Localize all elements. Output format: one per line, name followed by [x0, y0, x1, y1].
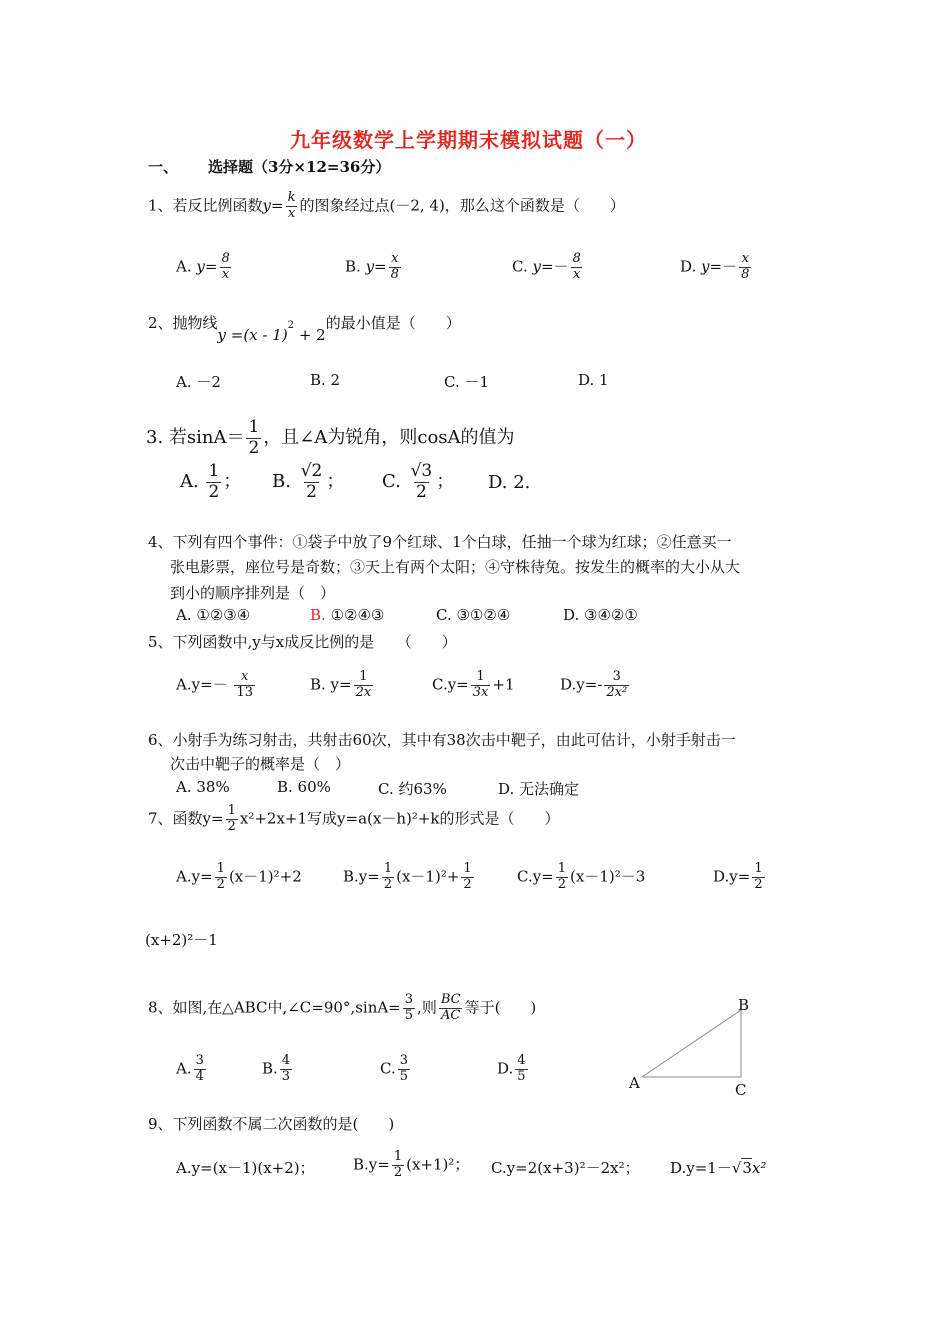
page-title: 九年级数学上学期期末模拟试题（一） — [290, 128, 647, 152]
q5-option-d: D.y=- $\frac{3}{\text{2x²}}$ — [560, 669, 628, 700]
q7-option-d-continued: (x+2)²－1 — [145, 931, 218, 949]
q4-option-a: A. ①②③④ — [176, 606, 251, 624]
q9-option-c: C.y=2(x+3)²－2x²； — [491, 1159, 640, 1177]
q3-option-c: C. $\frac{√3}{2}$ ； — [382, 461, 455, 502]
q3-option-a: A. $\frac{1}{2}$ ； — [180, 461, 242, 502]
question-5: 5、下列函数中,y与x成反比例的是 （ ） — [148, 633, 457, 651]
q9-option-b: B.y= $\frac{1}{2}$ (x+1)²； — [353, 1149, 470, 1180]
question-7: 7、函数y= $\frac{1}{2}$ x²+2x+1写成y=a(x－h)²+k的形式是（ ） — [148, 803, 560, 834]
q9-option-a: A.y=(x－1)(x+2)； — [176, 1159, 315, 1177]
q4-line-3: 到小的顺序排列是（ ） — [170, 584, 336, 602]
q2-option-a: A. －2 — [176, 373, 221, 391]
vertex-label-a: A — [629, 1074, 640, 1092]
q4-line-2: 张电影票，座位号是奇数；③天上有两个太阳；④守株待兔。按发生的概率的大小从大 — [170, 558, 741, 576]
triangle-abc — [642, 1010, 741, 1077]
section-number: 一、 — [148, 158, 179, 176]
vertex-label-b: B — [738, 996, 750, 1014]
question-1: 1、若反比例函数y= $\frac{k}{x}$ 的图象经过点(－2, 4)，那么这个函数是（ ） — [148, 190, 625, 221]
q2-option-c: C. －1 — [444, 373, 490, 391]
q7-option-b: B.y= $\frac{1}{2}$ (x－1)²+ $\frac{1}{2}$ — [343, 861, 472, 892]
q2-option-b: B. 2 — [310, 371, 341, 389]
q1-option-c: C. y=－ $\frac{8}{x}$ — [512, 251, 581, 282]
question-9: 9、下列函数不属二次函数的是( ) — [148, 1115, 395, 1133]
q9-option-d: D.y=1－√3x² — [670, 1159, 767, 1177]
q7-option-a: A.y= $\frac{1}{2}$ (x－1)²+2 — [176, 861, 302, 892]
q6-option-d: D. 无法确定 — [498, 780, 580, 798]
q3-option-d: D. 2. — [488, 472, 531, 493]
q6-option-a: A. 38% — [176, 778, 230, 796]
q6-line-2: 次击中靶子的概率是（ ） — [170, 755, 351, 773]
question-8: 8、如图,在△ABC中,∠C=90°,sinA= $\frac{3}{5}$ ,则 $\frac{BC}{AC}$ 等于( ) — [148, 992, 537, 1023]
q4-option-b: B. ①②④③ — [310, 606, 385, 624]
vertex-label-c: C — [735, 1081, 747, 1099]
q2-option-d: D. 1 — [578, 371, 609, 389]
q1-option-d: D. y=－ $\frac{x}{8}$ — [680, 251, 750, 282]
q4-option-d: D. ③④②① — [563, 606, 638, 624]
q5-option-a: A.y=－ $\frac{x}{13}$ — [176, 669, 253, 700]
q5-option-b: B. y= $\frac{1}{2x}$ — [310, 669, 372, 700]
q8-option-c: C. $\frac{3}{5}$ — [380, 1053, 408, 1084]
q7-option-c: C.y= $\frac{1}{2}$ (x－1)²－3 — [517, 861, 646, 892]
q1-option-b: B. y= $\frac{x}{8}$ — [345, 251, 399, 282]
q5-option-c: C.y= $\frac{1}{3x}$ +1 — [432, 669, 515, 700]
question-3: 3. 若sinA＝ $\frac{1}{2}$ ，且∠A为锐角，则cosA的值为 — [146, 417, 515, 458]
section-heading: 选择题（3分×12=36分） — [208, 158, 391, 176]
q3-option-b: B. $\frac{√2}{2}$ ； — [272, 461, 345, 502]
q6-line-1: 6、小射手为练习射击，共射击60次，其中有38次击中靶子，由此可估计，小射手射击一 — [148, 731, 736, 749]
question-2: 2、抛物线y =(x - 1)$^2$ + 2的最小值是（ ） — [148, 314, 461, 344]
q6-option-c: C. 约63% — [378, 780, 447, 798]
q8-option-b: B. $\frac{4}{3}$ — [262, 1053, 291, 1084]
fraction: $\frac{k}{x}$ — [287, 190, 296, 221]
q8-option-d: D. $\frac{4}{5}$ — [497, 1053, 526, 1084]
q7-option-d: D.y= $\frac{1}{2}$ — [713, 861, 763, 892]
q6-option-b: B. 60% — [277, 778, 331, 796]
q4-option-c: C. ③①②④ — [436, 606, 511, 624]
q8-option-a: A. $\frac{3}{4}$ — [176, 1053, 204, 1084]
q4-line-1: 4、下列有四个事件：①袋子中放了9个红球、1个白球，任抽一个球为红球；②任意买一 — [148, 533, 732, 551]
q1-option-a: A. y= $\frac{8}{x}$ — [176, 251, 230, 282]
